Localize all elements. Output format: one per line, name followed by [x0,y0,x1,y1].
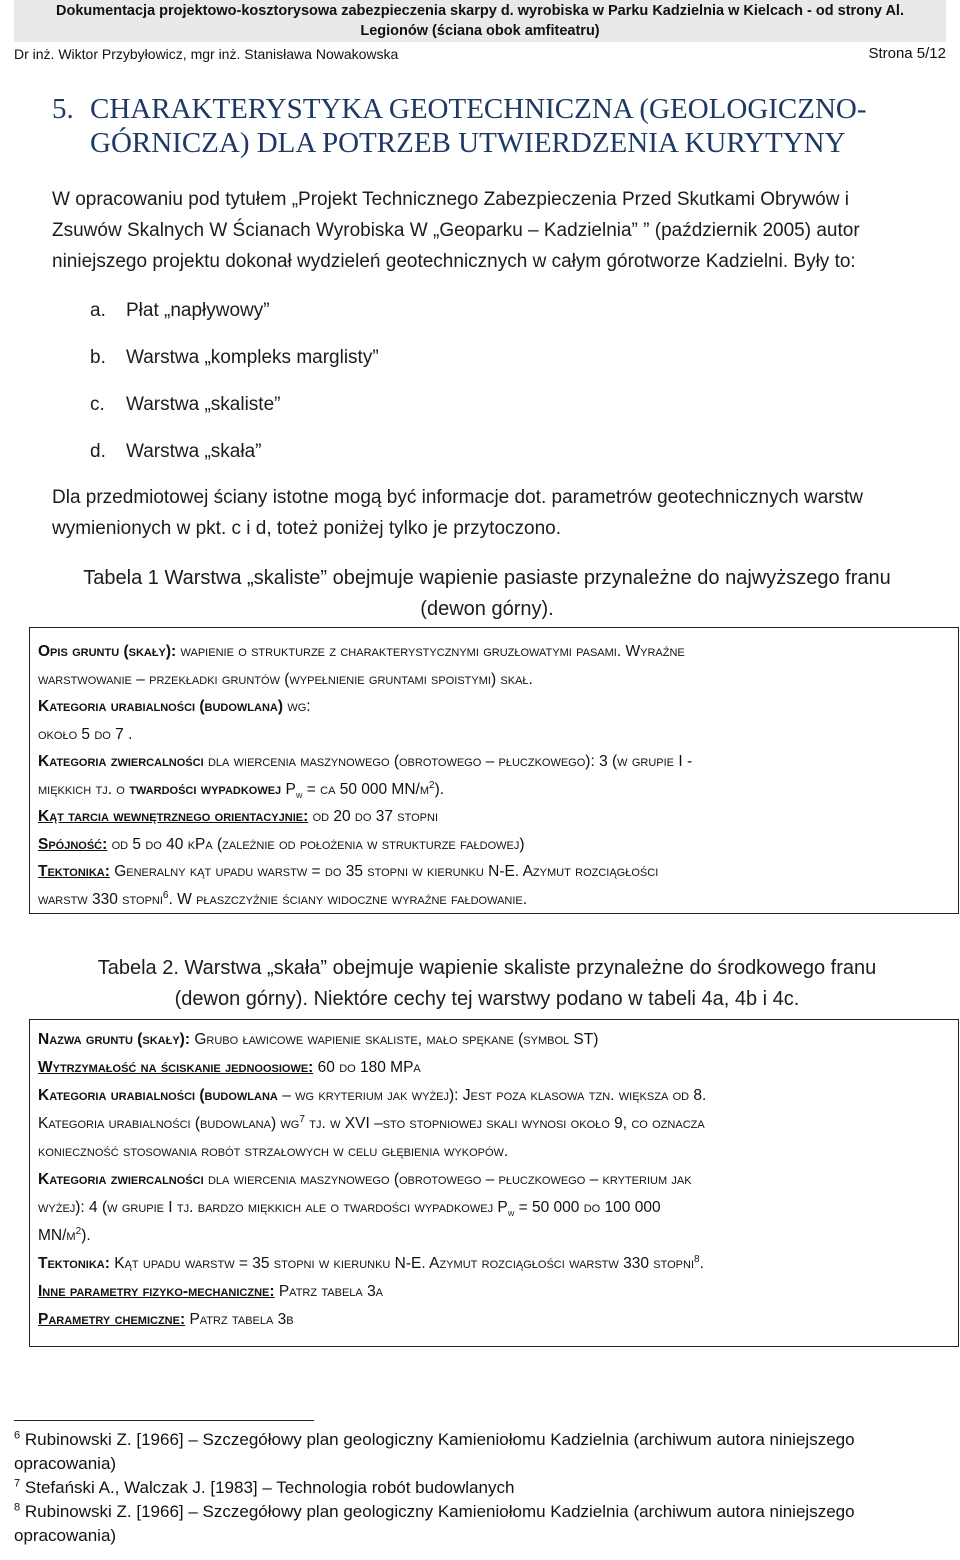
list-item [90,343,379,390]
list-item-text: Warstwa „skała” [126,441,262,462]
field-value: = ca 50 000 MN/m [306,780,430,798]
field-value: . W płaszczyźnie ściany widoczne wyraźne fałdowanie. [168,890,528,908]
footnote-number: 8 [14,1501,21,1514]
layer-list [90,296,379,484]
field-value: konieczność stosowania robót strzałowych w celu głębienia wykopów. [38,1143,509,1160]
list-item [90,390,379,437]
list-item-text: Warstwa „skaliste” [126,394,281,415]
table2-row [38,1138,950,1166]
field-key: Parametry chemiczne: [38,1311,186,1328]
table2-caption-line2: (dewon górny). Niektóre cechy tej warstwy podano w tabeli 4a, 4b i 4c. [174,988,800,1010]
field-key: Tektonika: [38,1255,110,1272]
field-value: Kąt upadu warstw = 35 stopni w kierunku N-E. Azymut rozciągłości warstw 330 stopni [114,1255,695,1272]
document-title-line2: Legionów (ściana obok amfiteatru) [360,23,600,39]
document-title-line1: Dokumentacja projektowo-kosztorysowa zabezpieczenia skarpy d. wyrobiska w Parku Kadzielnia w Kielcach - od strony Al. [56,3,904,19]
field-value: wg: [287,698,311,715]
relevance-paragraph [52,482,958,544]
field-value: Kategoria urabialności (budowlana) wg [38,1115,300,1132]
table1-row [38,831,950,859]
table1-row [38,666,950,694]
field-key: Opis gruntu (skały): [38,643,177,660]
footnote-number: 6 [14,1429,21,1442]
list-item-text: Warstwa „kompleks marglisty” [126,347,379,368]
field-value: około 5 do 7 . [38,725,133,743]
subscript: w [507,1208,515,1220]
relevance-line: Dla przedmiotowej ściany istotne mogą być informacje dot. parametrów geotechnicznych warstw [52,487,864,508]
intro-line: Zsuwów Skalnych W Ścianach Wyrobiska W „Geoparku – Kadzielnia” ” (październik 2005) autor [52,220,860,241]
field-value: = 50 000 do 100 000 [518,1199,661,1216]
table1-row [38,693,950,721]
table1-caption-line1: Tabela 1 Warstwa „skaliste” obejmuje wapienie pasiaste przynależne do najwyższego franu [83,567,891,589]
field-key: Nazwa gruntu (skały): [38,1031,191,1048]
table2-row [38,1250,950,1278]
footnote-text-continued: opracowania) [14,1454,117,1473]
table2-row [38,1026,950,1054]
field-value: ). [81,1227,91,1244]
table1-row [38,776,950,804]
footnote-ref[interactable]: 7 [299,1113,305,1125]
document-title-band [14,0,946,42]
field-value: 60 do 180 MPa [317,1059,421,1076]
field-value: MN/m [38,1227,76,1244]
field-value: Patrz tabela 3a [278,1283,384,1300]
table2-row [38,1110,950,1138]
list-item [90,437,379,484]
field-value: . [699,1255,704,1272]
field-key: Spójność: [38,835,108,853]
table2-box [29,1019,959,1347]
field-value: Grubo ławicowe wapienie skaliste, mało spękane (symbol ST) [194,1031,599,1048]
table2-row [38,1054,950,1082]
field-value: tj. w XVI –sto stopniowej skali wynosi około 9, co oznacza [309,1115,705,1132]
field-value: od 5 do 40 kPa (zależnie od położenia w strukturze fałdowej) [111,835,525,853]
field-value: miękkich tj. o [38,780,125,798]
table2-caption [14,953,960,1015]
list-marker: d. [90,441,106,462]
footnote [14,1428,954,1476]
field-value: Patrz tabela 3b [189,1311,294,1328]
table2-row [38,1166,950,1194]
field-value: – wg kryterium jak wyżej): Jest poza klasowa tzn. większa od 8. [282,1087,707,1104]
subscript: w [295,789,303,801]
table2-row [38,1278,950,1306]
list-marker: c. [90,394,105,415]
superscript: 2 [429,779,435,791]
footnote-text: Rubinowski Z. [1966] – Szczegółowy plan geologiczny Kamieniołomu Kadzielnia (archiwum autora niniejszego [24,1430,855,1449]
authors: Dr inż. Wiktor Przybyłowicz, mgr inż. Stanisława Nowakowska [14,46,399,62]
footnote-text-continued: opracowania) [14,1526,117,1545]
field-key: Wytrzymałość na ściskanie jednoosiowe: [38,1059,314,1076]
table2-row [38,1082,950,1110]
field-key: Inne parametry fizyko-mechaniczne: [38,1283,275,1300]
field-value: warstwowanie – przekładki gruntów (wypełnienie gruntami spoistymi) skał. [38,670,533,688]
footnotes [14,1428,954,1548]
table1-row [38,886,950,914]
intro-line: niniejszego projektu dokonał wydzieleń geotechnicznych w całym górotworze Kadzielni. Były to: [52,251,856,272]
field-key: Tektonika: [38,863,110,880]
field-value: Generalny kąt upadu warstw = do 35 stopni w kierunku N-E. Azymut rozciągłości [114,863,659,880]
header-meta-row [14,44,946,64]
section-title-line2: GÓRNICZA) DLA POTRZEB UTWIERDZENIA KURYTYNY [90,127,846,159]
field-value: dla wiercenia maszynowego (obrotowego – płuczkowego – kryterium jak [207,1171,692,1188]
list-item-text: Płat „napływowy” [126,300,270,321]
field-value: wyżej): 4 (w grupie I tj. bardzo miękkich ale o twardości wypadkowej P [38,1199,508,1216]
field-value: warstw 330 stopni [38,890,163,908]
footnote-separator [14,1420,314,1421]
field-value: P [285,780,296,798]
table1-row [38,803,950,831]
field-key: Kategoria urabialności (budowlana) [38,698,284,715]
field-key: Kategoria urabialności (budowlana [38,1087,278,1104]
table1-row [38,721,950,749]
field-key: twardości wypadkowej [129,780,282,798]
footnote-text: Rubinowski Z. [1966] – Szczegółowy plan geologiczny Kamieniołomu Kadzielnia (archiwum autora niniejszego [24,1502,855,1521]
footnote-ref[interactable]: 8 [694,1253,700,1265]
field-key: Kategoria zwiercalności [38,753,204,770]
table2-row [38,1194,950,1222]
intro-line: W opracowaniu pod tytułem „Projekt Technicznego Zabezpieczenia Przed Skutkami Obrywów i [52,189,849,210]
footnote [14,1476,954,1500]
table1-box [29,627,959,914]
table2-row [38,1306,950,1334]
page-number: Strona 5/12 [868,45,946,62]
relevance-line: wymienionych w pkt. c i d, toteż poniżej tylko je przytoczono. [52,518,562,539]
table1-row [38,858,950,886]
section-number: 5. [52,93,74,125]
field-key: Kategoria zwiercalności [38,1171,204,1188]
footnote-text: Stefański A., Walczak J. [1983] – Technologia robót budowlanych [24,1478,515,1497]
field-value: wapienie o strukturze z charakterystycznymi gruzłowatymi pasami. Wyraźne [180,643,685,660]
list-item [90,296,379,343]
section-heading [52,92,942,160]
table2-caption-line1: Tabela 2. Warstwa „skała” obejmuje wapienie skaliste przynależne do środkowego franu [97,957,877,979]
superscript: 2 [75,1225,82,1237]
table1-caption [14,563,960,625]
page-header [14,0,946,64]
intro-paragraph [52,184,958,277]
field-value: od 20 do 37 stopni [312,808,439,825]
field-value: ). [434,780,445,798]
footnote [14,1500,954,1548]
table1-caption-line2: (dewon górny). [420,598,554,620]
field-value: dla wiercenia maszynowego (obrotowego – płuczkowego): 3 (w grupie I - [207,753,693,770]
section-title-line1: CHARAKTERYSTYKA GEOTECHNICZNA (GEOLOGICZNO- [90,93,867,125]
footnote-ref[interactable]: 6 [162,889,169,901]
table2-row [38,1222,950,1250]
table1-row [38,638,950,666]
footnote-number: 7 [14,1477,21,1490]
field-key: Kąt tarcia wewnętrznego orientacyjnie: [38,808,309,825]
list-marker: b. [90,347,106,368]
table1-row [38,748,950,776]
list-marker: a. [90,300,106,321]
